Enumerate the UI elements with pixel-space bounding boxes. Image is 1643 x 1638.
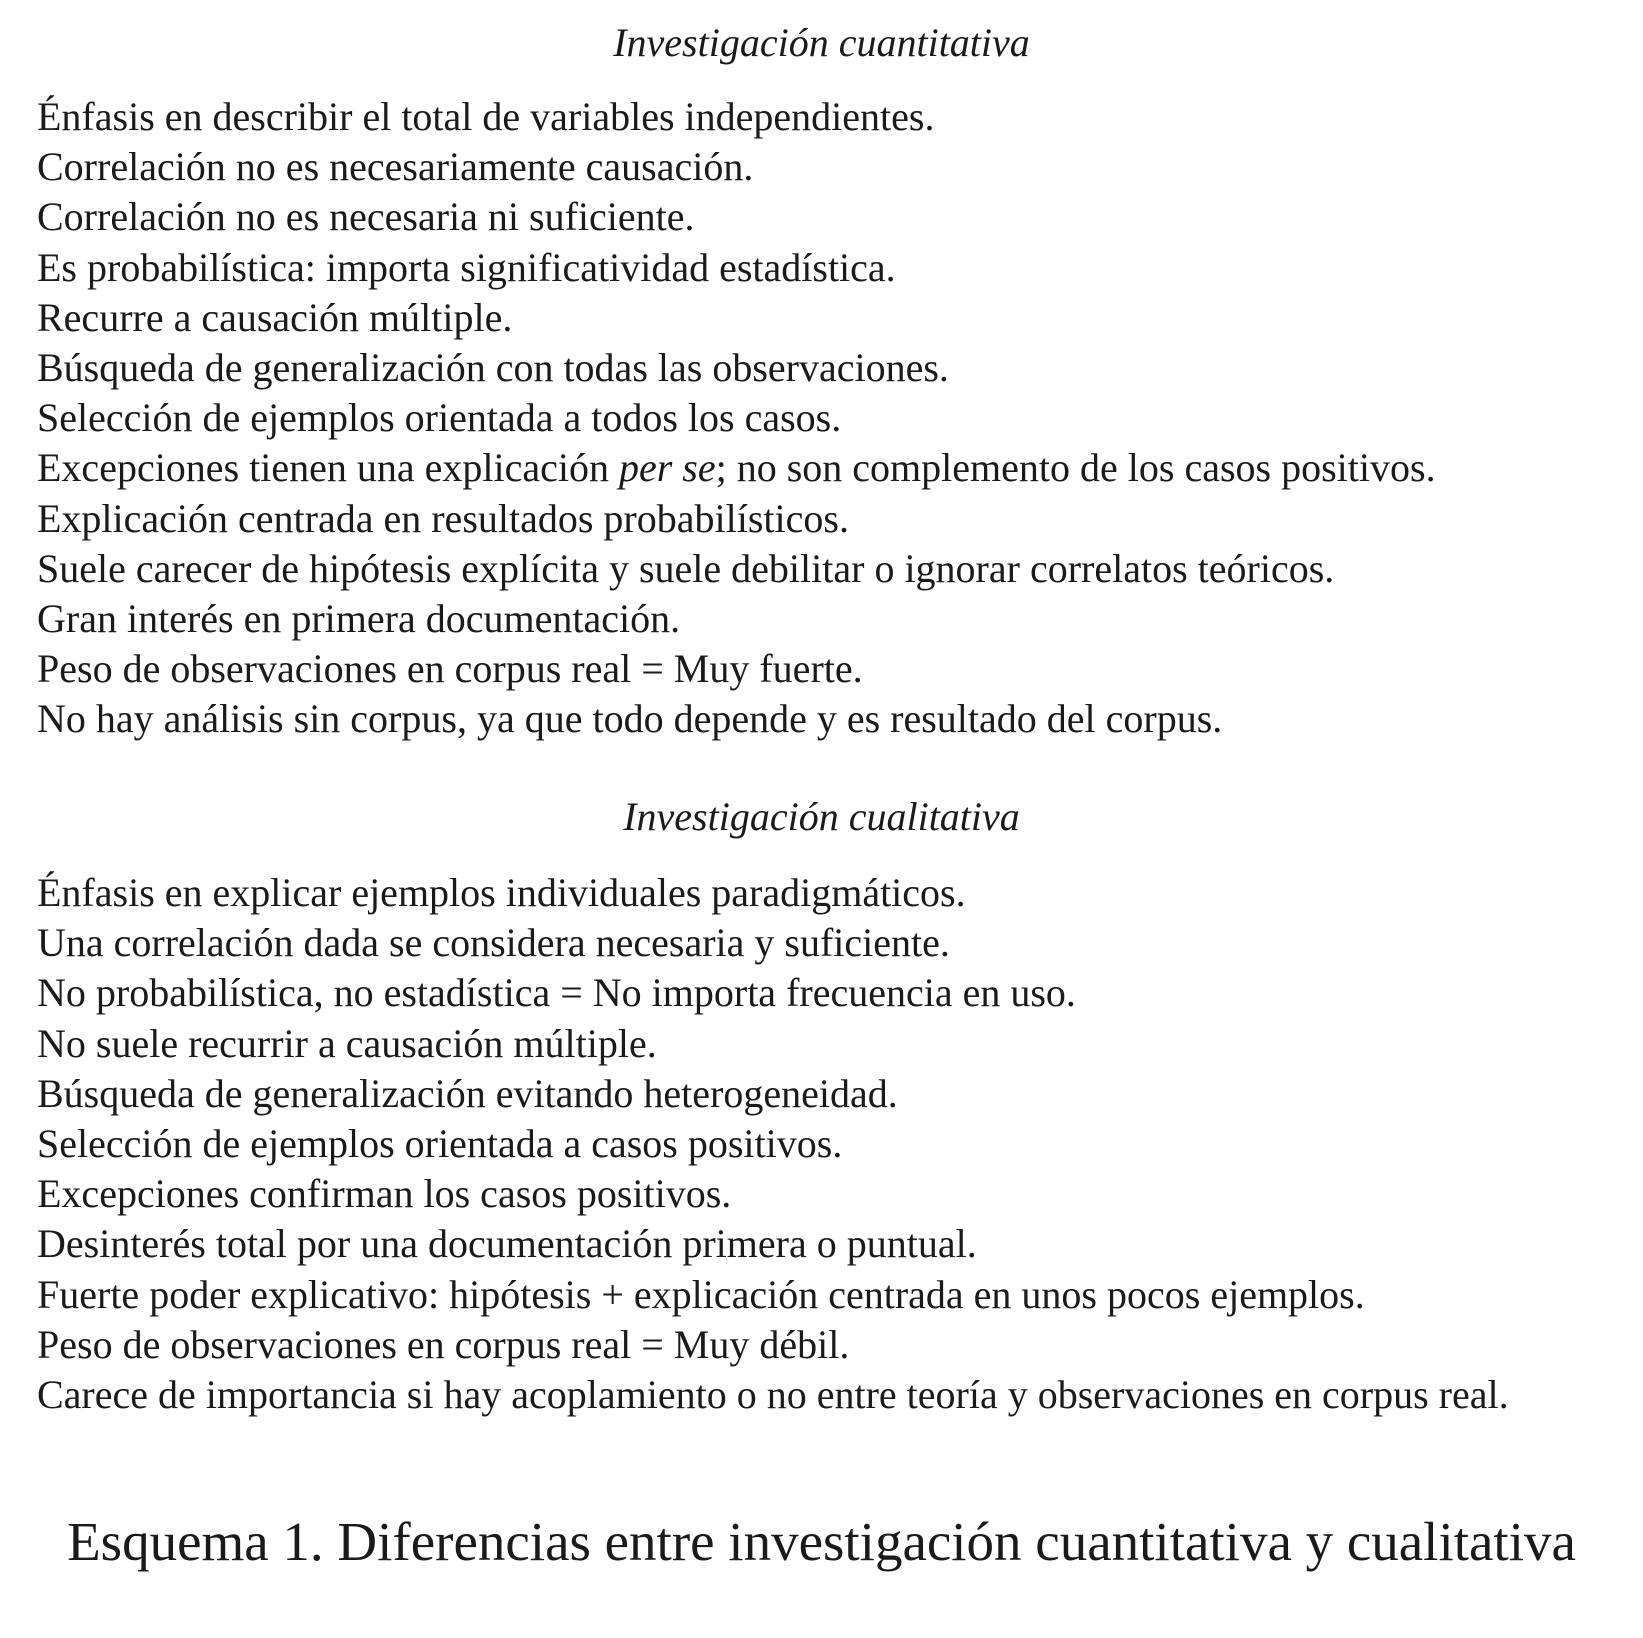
italic-term: per se <box>618 445 716 491</box>
list-item: Explicación centrada en resultados probabilísticos. <box>37 495 849 541</box>
list-item: Énfasis en describir el total de variables independientes. <box>37 94 935 139</box>
list-item: Correlación no es necesaria ni suficiente. <box>37 194 695 240</box>
list-item: Fuerte poder explicativo: hipótesis + explicación centrada en unos pocos ejemplos. <box>37 1271 1365 1317</box>
list-item: No suele recurrir a causación múltiple. <box>37 1020 657 1066</box>
list-item: Recurre a causación múltiple. <box>37 294 513 340</box>
quantitative-section-title: Investigación cuantitativa <box>613 20 1030 65</box>
qualitative-section-title: Investigación cualitativa <box>623 794 1020 839</box>
list-item: No hay análisis sin corpus, ya que todo depende y es resultado del corpus. <box>37 696 1223 742</box>
list-item: Carece de importancia si hay acoplamiento o no entre teoría y observaciones en corpus real. <box>37 1372 1509 1418</box>
list-item: Selección de ejemplos orientada a casos positivos. <box>37 1121 843 1167</box>
qualitative-list <box>37 868 1627 1420</box>
list-item-text: Excepciones tienen una explicación <box>37 445 619 491</box>
list-item: Énfasis en explicar ejemplos individuales paradigmáticos. <box>37 870 966 915</box>
list-item: Peso de observaciones en corpus real = Muy fuerte. <box>37 646 863 692</box>
quantitative-list <box>37 92 1627 745</box>
list-item: Búsqueda de generalización con todas las observaciones. <box>37 345 949 391</box>
list-item: Desinterés total por una documentación primera o puntual. <box>37 1221 977 1267</box>
list-item: Selección de ejemplos orientada a todos los casos. <box>37 395 842 441</box>
list-item-exceptions <box>37 443 1627 493</box>
list-item: No probabilística, no estadística = No importa frecuencia en uso. <box>37 970 1076 1016</box>
list-item: Excepciones confirman los casos positivos. <box>37 1171 732 1217</box>
list-item: Búsqueda de generalización evitando heterogeneidad. <box>37 1070 898 1116</box>
list-item-text: ; no son complemento de los casos positivos. <box>715 445 1436 491</box>
figure-caption: Esquema 1. Diferencias entre investigación cuantitativa y cualitativa <box>67 1511 1576 1572</box>
list-item: Suele carecer de hipótesis explícita y suele debilitar o ignorar correlatos teóricos. <box>37 545 1335 591</box>
list-item: Una correlación dada se considera necesaria y suficiente. <box>37 920 950 966</box>
list-item: Correlación no es necesariamente causación. <box>37 144 754 190</box>
list-item: Gran interés en primera documentación. <box>37 596 681 642</box>
list-item: Es probabilística: importa significatividad estadística. <box>37 244 896 290</box>
list-item: Peso de observaciones en corpus real = Muy débil. <box>37 1321 850 1367</box>
